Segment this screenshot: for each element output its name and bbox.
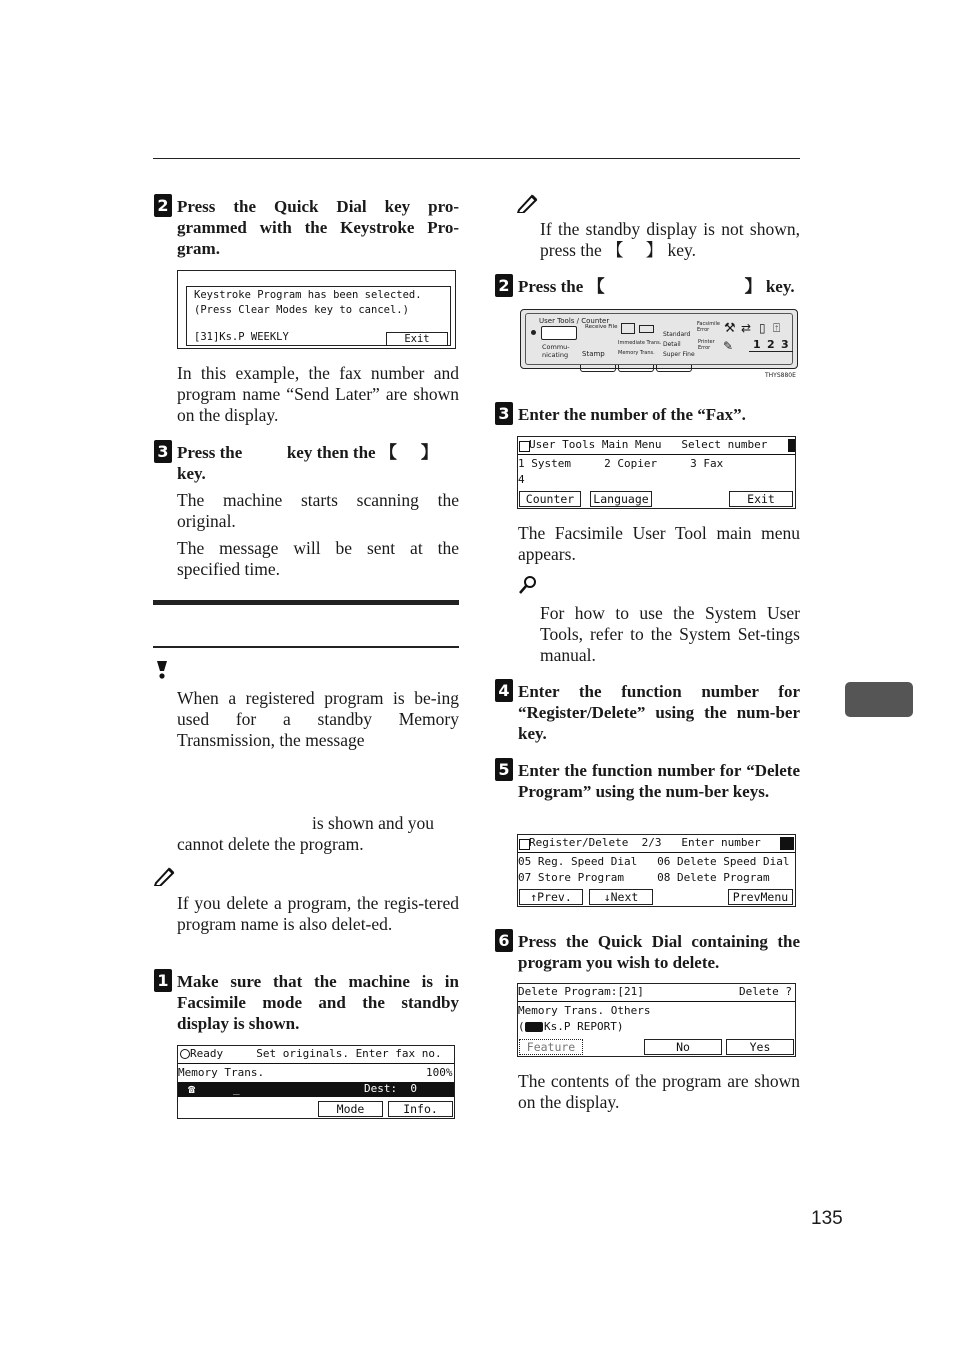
step-4-right — [498, 681, 800, 744]
language-button[interactable]: Language — [590, 491, 652, 507]
ready-icon — [180, 1049, 190, 1059]
memory-icon — [639, 325, 654, 333]
lcd-title: Delete Program:[21] — [518, 985, 644, 998]
limitation-icon — [155, 660, 169, 684]
header-rule — [153, 158, 800, 159]
step-1-left — [157, 971, 459, 1034]
step-number: 4 — [495, 679, 513, 702]
standard-label: Standard — [663, 331, 691, 338]
yes-button[interactable]: Yes — [726, 1039, 794, 1055]
phone-icon: ☎ — [188, 1082, 196, 1096]
lcd-line: Keystroke Program has been selected. — [194, 289, 422, 301]
lcd-line: (Press Clear Modes key to cancel.) — [194, 304, 409, 316]
step-2-right — [498, 276, 800, 297]
bracket-close: 】 — [420, 443, 438, 462]
lcd-line-prefix: ( — [518, 1020, 525, 1033]
step-text: Press the Quick Dial containing the program you wish to delete. — [518, 932, 800, 972]
lcd-separator — [178, 1063, 454, 1064]
lcd-highlight-bar — [178, 1082, 454, 1097]
facsimile-paragraph: The Facsimile User Tool main menu appears. — [518, 523, 800, 564]
document-icon: ▯ — [759, 321, 766, 335]
step-text-b: key then the — [286, 443, 376, 462]
step-number: 1 — [154, 969, 172, 992]
lcd-delete-program — [517, 983, 796, 1057]
super-fine-label: Super Fine — [663, 351, 695, 358]
example-paragraph: In this example, the fax number and program name “Send Later” are shown on the display. — [177, 363, 459, 425]
figure-code: THYS880E — [765, 372, 796, 379]
cursor-block — [788, 439, 795, 452]
step-number: 2 — [495, 274, 513, 297]
lcd-title: Register/Delete 2/3 Enter number — [529, 836, 761, 849]
reference-icon — [518, 575, 538, 599]
section-rule-thin — [153, 646, 459, 648]
tray-icon: ⍐ — [773, 321, 781, 335]
step-6-right — [498, 931, 800, 973]
memory-label: Memory Trans. — [618, 350, 655, 356]
panel-lip — [656, 365, 692, 372]
quick-dial-base — [749, 351, 793, 358]
cursor-block — [780, 837, 794, 850]
note-text-b: key. — [667, 240, 696, 260]
prev-menu-button[interactable]: PrevMenu — [728, 889, 793, 905]
lcd-line: Memory Trans. — [178, 1066, 265, 1079]
lcd-register-delete — [517, 834, 796, 907]
communicating-label: Commu-nicating — [542, 343, 570, 359]
user-tools-label: User Tools / Counter — [539, 317, 610, 325]
section-rule-thick — [153, 600, 459, 605]
prev-button[interactable]: ↑Prev. — [519, 889, 583, 905]
step-5-right — [498, 760, 800, 802]
user-tools-key[interactable] — [541, 326, 577, 340]
quick-dial-key[interactable]: 2 — [767, 338, 775, 351]
immediate-label: Immediate Trans. — [618, 340, 662, 346]
lcd-exit-button[interactable]: Exit — [386, 332, 448, 346]
step-2-left — [157, 196, 459, 259]
note-icon — [154, 866, 176, 890]
indicator-dot — [531, 330, 536, 335]
bracket-open: 【 — [606, 240, 624, 260]
lcd-title-right: Delete ? — [739, 985, 792, 998]
scan-paragraph: The machine starts scanning the original. — [177, 490, 459, 531]
step-text-a: Press the — [177, 443, 243, 462]
lcd-title: User Tools Main Menu Select number — [529, 438, 768, 451]
note-text-a: If the standby display is not shown, press the — [540, 219, 800, 260]
step-number: 6 — [495, 929, 513, 952]
lcd-line: 100% — [426, 1066, 453, 1079]
step-number: 5 — [495, 758, 513, 781]
mode-button[interactable]: Mode — [318, 1101, 383, 1117]
step-text: Make sure that the machine is in Facsimile mode and the standby display is shown. — [177, 972, 459, 1033]
lcd-keystroke-selected — [177, 270, 456, 349]
chapter-tab — [845, 682, 913, 717]
lcd-line: Ready Set originals. Enter fax no. — [190, 1047, 442, 1060]
quick-dial-key[interactable]: 3 — [781, 338, 789, 351]
step-3-right — [498, 404, 800, 425]
step-text-b: key. — [765, 277, 795, 296]
step-text-c: key. — [177, 464, 206, 483]
info-button[interactable]: Info. — [388, 1101, 453, 1117]
wrench-icon: ⚒ — [724, 321, 736, 336]
lcd-separator — [518, 852, 795, 853]
reference-paragraph: For how to use the System User Tools, refer to the System Set-tings manual. — [540, 603, 800, 665]
printer-error-label: Printer Error — [698, 339, 715, 351]
lcd-items: 1 System 2 Copier 3 Fax — [518, 457, 724, 470]
quick-dial-key[interactable]: 1 — [753, 338, 761, 351]
scan-icon: ⇄ — [741, 321, 752, 335]
lcd-line: Memory Trans. Others — [518, 1004, 651, 1017]
step-text: Press the Quick Dial key pro-grammed with the Keystroke Pro-gram. — [177, 197, 459, 258]
lcd-separator — [518, 1001, 795, 1002]
bracket-open: 【 — [379, 443, 397, 462]
lcd-separator — [518, 454, 795, 455]
bracket-close: 】 — [645, 240, 664, 260]
stamp-label: Stamp — [582, 350, 605, 358]
counter-button[interactable]: Counter — [519, 491, 581, 507]
pen-icon: ✎ — [723, 339, 734, 353]
lcd-line: Ks.P REPORT) — [544, 1020, 624, 1033]
sent-paragraph: The message will be sent at the specified time. — [177, 538, 459, 579]
limitation-paragraph-cont: is shown and you — [312, 813, 435, 833]
fax-icon — [621, 323, 635, 334]
next-button[interactable]: ↓Next — [589, 889, 653, 905]
contents-paragraph: The contents of the program are shown on the display. — [518, 1071, 800, 1112]
lcd-standby — [177, 1045, 455, 1119]
exit-button[interactable]: Exit — [729, 491, 793, 507]
step-number: 3 — [495, 402, 513, 425]
detail-label: Detail — [663, 341, 681, 348]
lcd-user-tools-menu — [517, 436, 796, 509]
limitation-paragraph: When a registered program is be-ing used for a standby Memory Transmission, the message — [177, 688, 459, 750]
note-icon — [517, 193, 539, 217]
receive-file-label: Receive File — [585, 324, 618, 330]
page-number: 135 — [811, 1208, 843, 1229]
step-text: Enter the function number for “Delete Program” using the num-ber keys. — [518, 761, 800, 801]
fax-error-label: Facsimile Error — [697, 321, 720, 333]
step-number: 2 — [154, 194, 172, 217]
ksp-icon — [525, 1022, 543, 1032]
no-button[interactable]: No — [644, 1039, 722, 1055]
lcd-line: 05 Reg. Speed Dial 06 Delete Speed Dial — [518, 855, 790, 868]
lcd-line: 4 — [518, 473, 525, 486]
cursor: _ — [233, 1082, 240, 1095]
step-text: Enter the number of the “Fax”. — [518, 405, 746, 424]
step-number: 3 — [154, 440, 172, 463]
bracket-open: 【 — [587, 277, 605, 296]
panel-lip — [580, 365, 616, 372]
bracket-close: 】 — [744, 277, 762, 296]
dest-count: Dest: 0 — [364, 1082, 417, 1095]
standby-note — [540, 219, 800, 261]
lcd-line: 07 Store Program 08 Delete Program — [518, 871, 770, 884]
control-panel-illustration — [520, 309, 798, 381]
step-text: Enter the function number for “Register/Delete” using the num-ber key. — [518, 682, 800, 743]
step-3-left — [157, 442, 459, 484]
feature-button[interactable]: Feature — [519, 1039, 583, 1055]
limitation-paragraph-end: cannot delete the program. — [177, 834, 364, 854]
step-text-a: Press the — [518, 277, 584, 296]
note-paragraph: If you delete a program, the regis-tered program name is also delet-ed. — [177, 893, 459, 934]
lcd-line: [31]Ks.P WEEKLY — [194, 331, 289, 343]
panel-lip — [618, 365, 654, 372]
